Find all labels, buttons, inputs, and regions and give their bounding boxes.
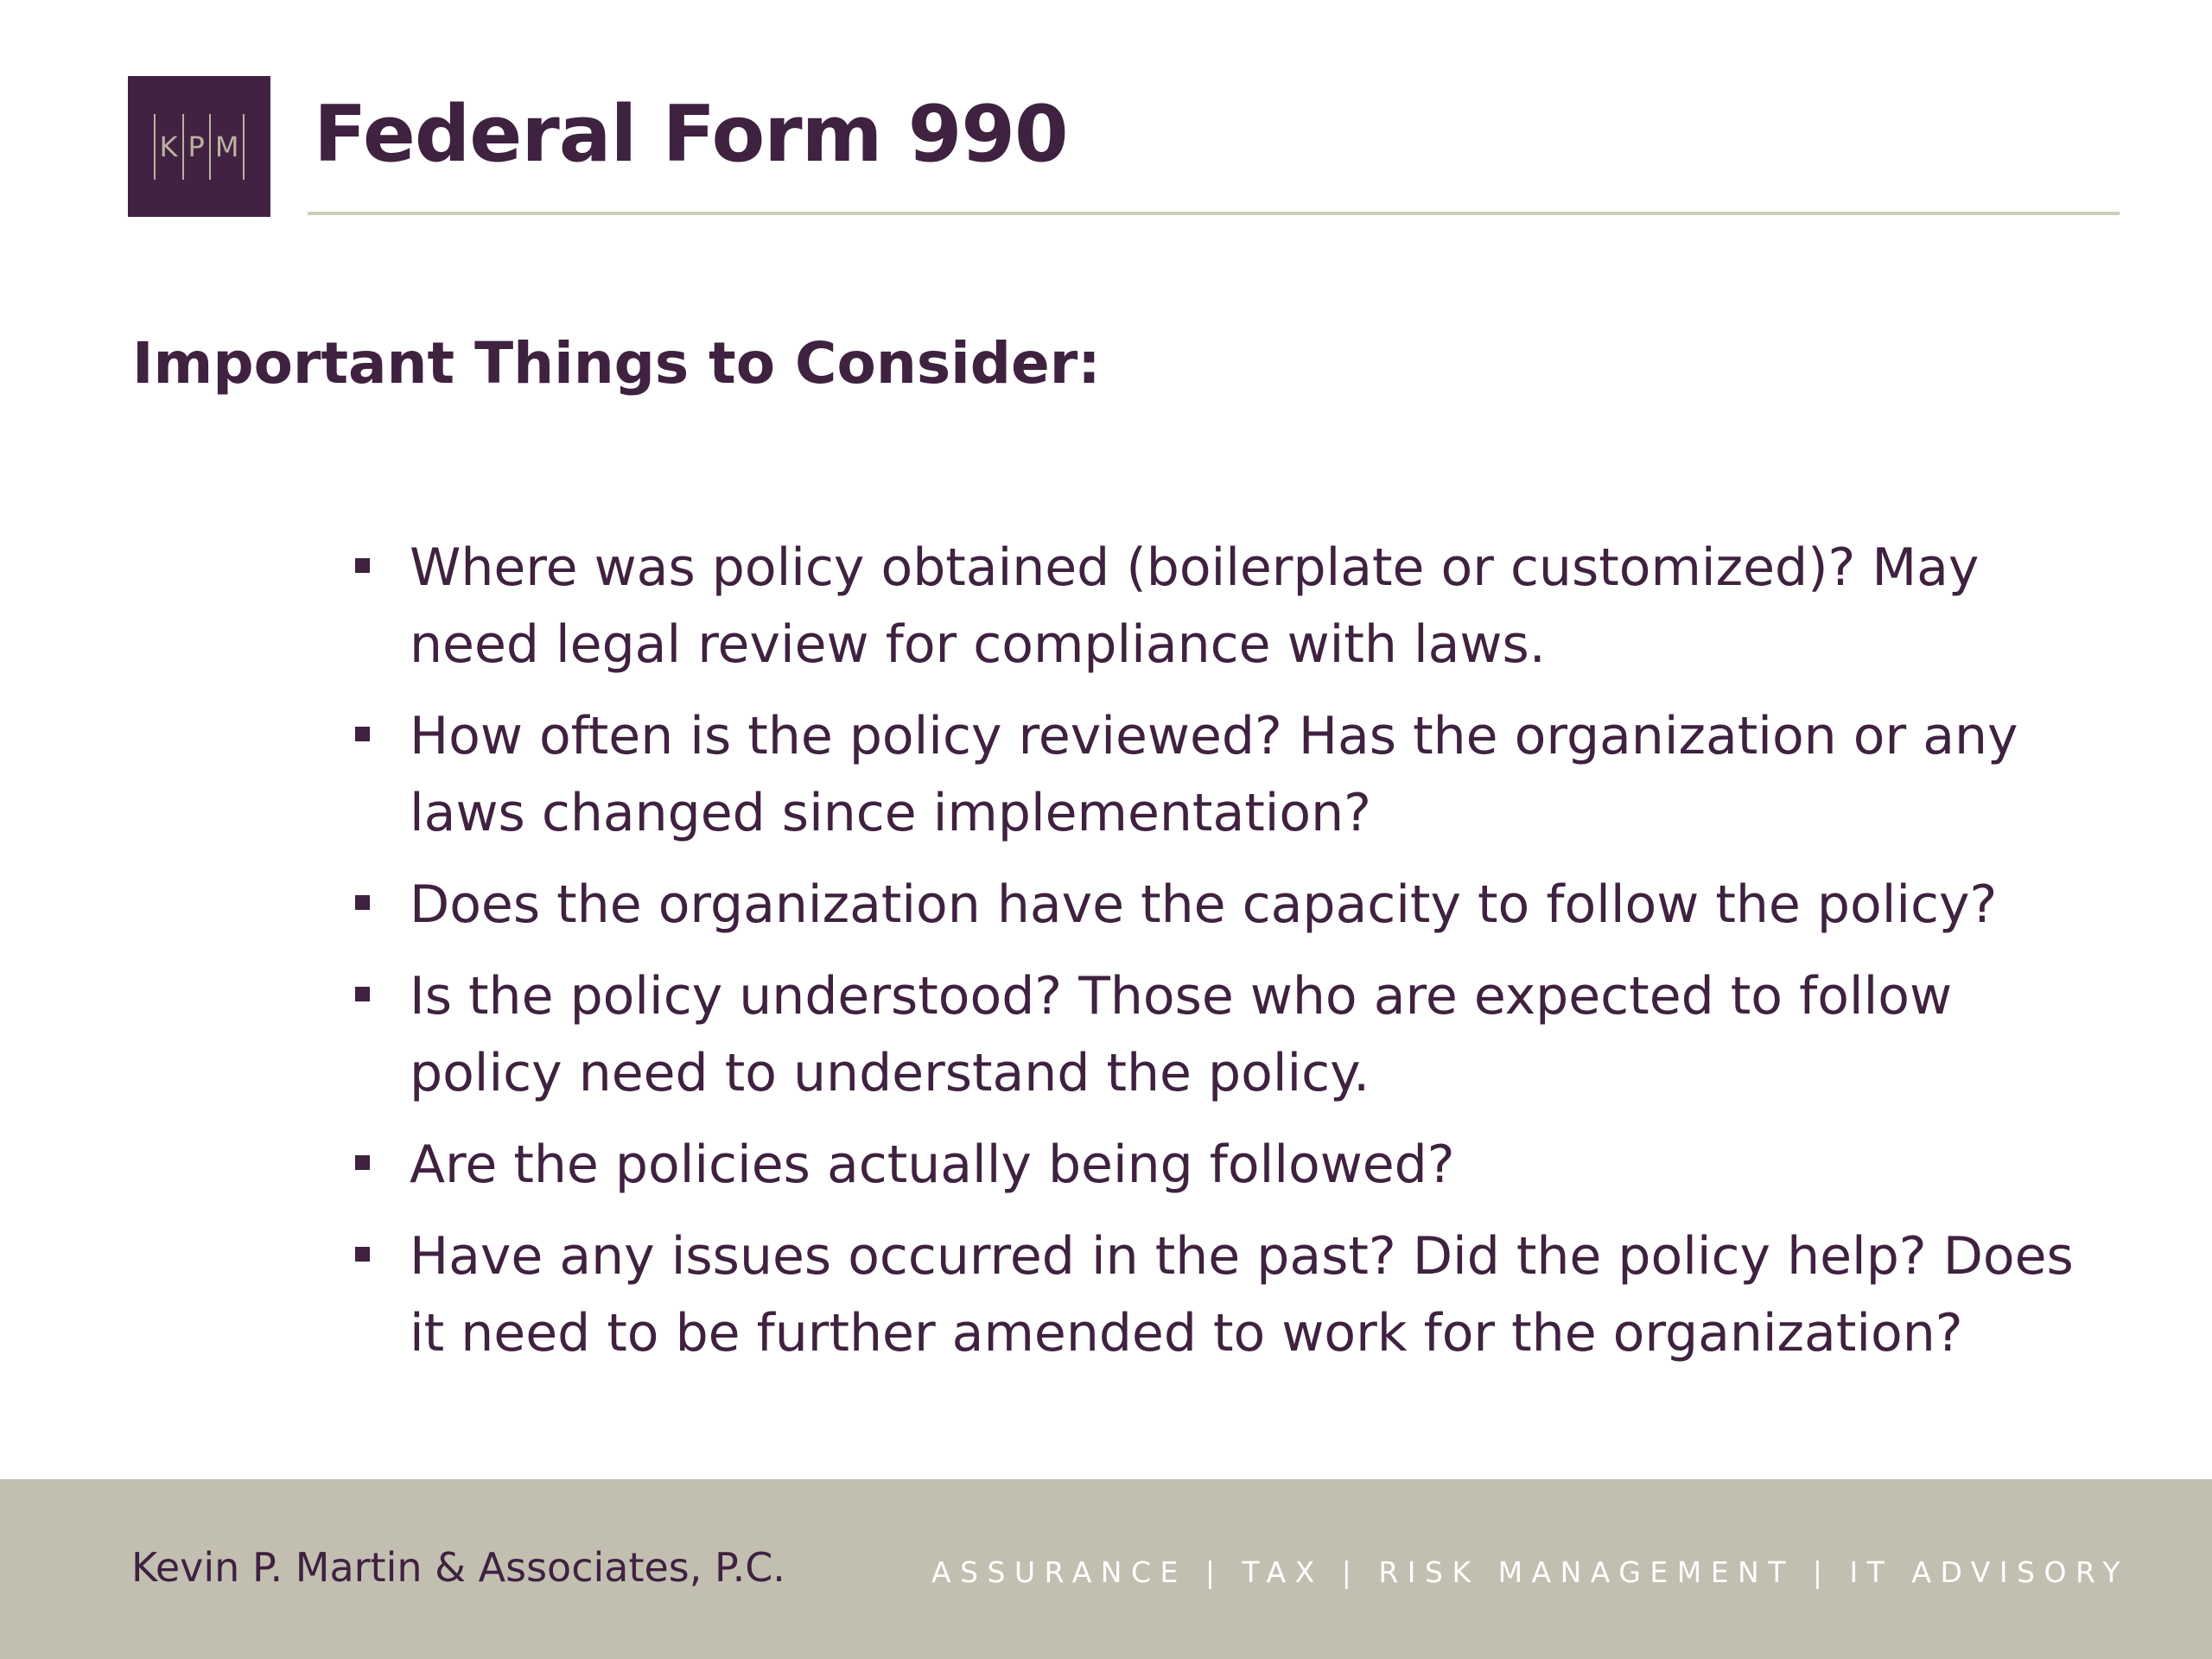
kpm-logo-mark <box>154 114 245 180</box>
bullet-item <box>353 1218 2115 1372</box>
bullet-item <box>353 958 2115 1112</box>
title-divider <box>308 212 2120 215</box>
bullet-text: Where was policy obtained (boilerplate or customized)? May need legal review for compliance with laws. <box>410 537 1980 675</box>
logo-letter-p: P <box>184 114 211 180</box>
square-bullet-icon <box>355 895 370 910</box>
bullet-text: Are the policies actually being followed? <box>410 1135 1455 1195</box>
logo-letter-m: M <box>211 114 245 180</box>
footer-services-tagline: ASSURANCE | TAX | RISK MANAGEMENT | IT ADVISORY <box>931 1555 2129 1589</box>
kpm-logo <box>128 76 270 217</box>
logo-letter-k: K <box>156 114 184 180</box>
square-bullet-icon <box>355 1247 370 1262</box>
bullet-item <box>353 530 2115 683</box>
square-bullet-icon <box>355 987 370 1001</box>
bullet-item <box>353 698 2115 852</box>
bullet-item <box>353 1127 2115 1204</box>
bullet-text: How often is the policy reviewed? Has the organization or any laws changed since implementation? <box>410 706 2018 843</box>
square-bullet-icon <box>355 558 370 573</box>
slide-title: Federal Form 990 <box>314 89 1068 180</box>
bullet-text: Does the organization have the capacity to follow the policy? <box>410 874 1998 935</box>
bullet-item <box>353 867 2115 944</box>
bullet-text: Is the policy understood? Those who are expected to follow policy need to understand the policy. <box>410 966 1953 1103</box>
square-bullet-icon <box>355 1155 370 1170</box>
square-bullet-icon <box>355 727 370 741</box>
section-heading: Important Things to Consider: <box>132 330 1101 397</box>
footer-company-name: Kevin P. Martin & Associates, P.C. <box>131 1544 785 1591</box>
bullet-list <box>353 530 2115 1387</box>
bullet-text: Have any issues occurred in the past? Did the policy help? Does it need to be further amended to work for the organization? <box>410 1226 2074 1363</box>
